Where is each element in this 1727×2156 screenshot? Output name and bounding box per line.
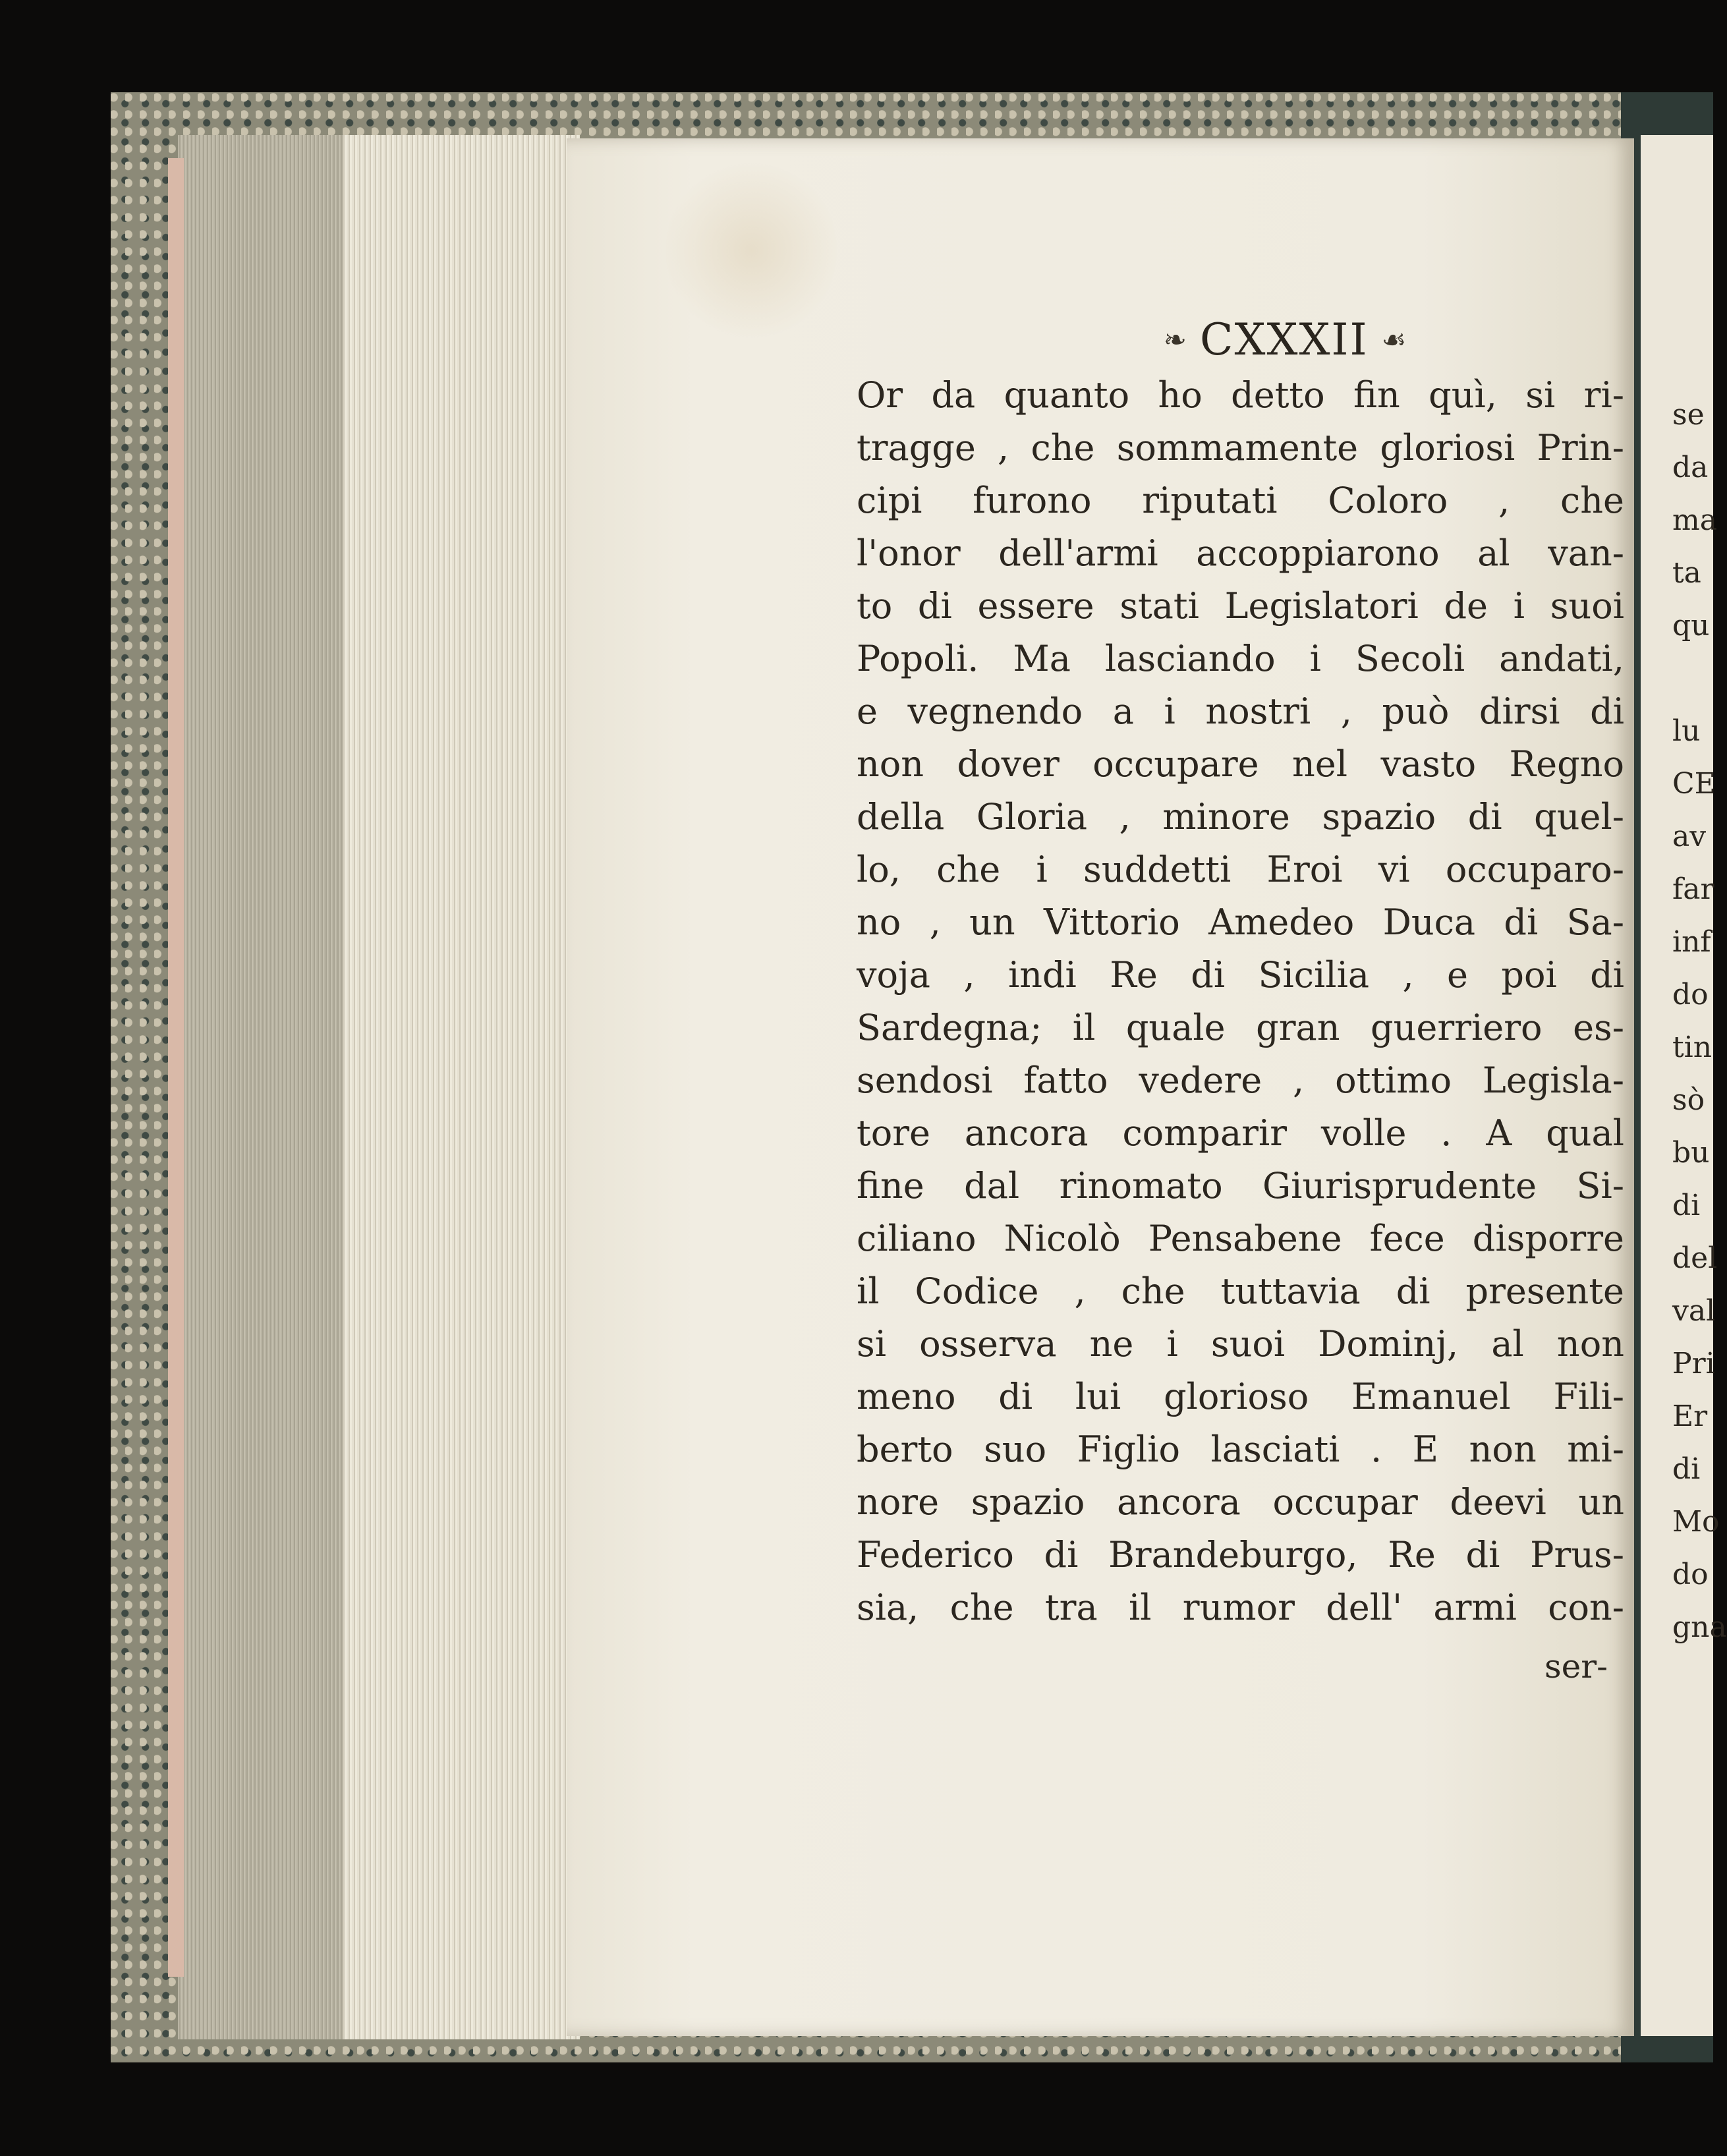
text-line: non dover occupare nel vasto Regno — [857, 743, 1624, 785]
text-line: meno di lui glorioso Emanuel Fili- — [857, 1376, 1624, 1417]
text-line: l'onor dell'armi accoppiarono al van- — [857, 532, 1624, 574]
text-line: e vegnendo a i nostri , può dirsi di — [857, 691, 1624, 732]
facing-line: Pri — [1672, 1347, 1715, 1380]
facing-line: tin — [1672, 1031, 1713, 1064]
facing-line: do — [1672, 1558, 1709, 1591]
endpaper-edge — [168, 158, 184, 1977]
text-line: nore spazio ancora occupar deevi un — [857, 1481, 1624, 1523]
text-line: sendosi fatto vedere , ottimo Legisla- — [857, 1060, 1624, 1101]
text-line: ciliano Nicolò Pensabene fece disporre — [857, 1218, 1624, 1259]
facing-line: del — [1672, 1241, 1718, 1275]
facing-line: ma — [1672, 503, 1717, 537]
text-line: lo, che i suddetti Eroi vi occuparo- — [857, 849, 1624, 890]
facing-line: bu — [1672, 1136, 1710, 1170]
facing-line: Er — [1672, 1400, 1708, 1433]
facing-line — [1672, 652, 1713, 705]
text-line: berto suo Figlio lasciati . E non mi- — [857, 1429, 1624, 1470]
text-line: della Gloria , minore spazio di quel- — [857, 796, 1624, 837]
text-line: Sardegna; il quale gran guerriero es- — [857, 1007, 1624, 1048]
facing-line: gna — [1672, 1610, 1727, 1644]
text-line: fine dal rinomato Giurisprudente Si- — [857, 1165, 1624, 1206]
text-line: to di essere stati Legislatori de i suoi — [857, 585, 1624, 627]
facing-line: av — [1672, 820, 1707, 853]
facing-line: sò — [1672, 1083, 1705, 1117]
left-fleuron-icon: ❧ — [1163, 323, 1187, 356]
text-line: Federico di Brandeburgo, Re di Prus- — [857, 1534, 1624, 1575]
right-fleuron-icon: ☙ — [1381, 323, 1407, 356]
facing-page-text — [1672, 389, 1727, 1644]
page-number: CXXXII — [1199, 314, 1369, 365]
facing-line: di — [1672, 1189, 1701, 1222]
facing-line: da — [1672, 451, 1709, 484]
text-line: cipi furono riputati Coloro , che — [857, 480, 1624, 521]
text-line: voja , indi Re di Sicilia , e poi di — [857, 954, 1624, 996]
foxing-stain — [665, 158, 837, 343]
facing-line: qu — [1672, 609, 1710, 642]
text-line: il Codice , che tuttavia di presente — [857, 1270, 1624, 1312]
text-line: no , un Vittorio Amedeo Duca di Sa- — [857, 901, 1624, 943]
facing-line: se — [1672, 398, 1705, 432]
text-line: Or da quanto ho detto fin quì, si ri- — [857, 374, 1624, 416]
text-line: tore ancora comparir volle . A qual — [857, 1112, 1624, 1154]
facing-line: inf — [1672, 925, 1711, 959]
text-line: Popoli. Ma lasciando i Secoli andati, — [857, 638, 1624, 679]
body-text — [857, 369, 1624, 1687]
facing-line: do — [1672, 978, 1709, 1011]
page-block-shadow — [178, 135, 343, 2039]
facing-line: ta — [1672, 556, 1701, 590]
facing-line: di — [1672, 1452, 1701, 1486]
facing-line: Mo — [1672, 1505, 1720, 1539]
facing-line: far — [1672, 872, 1714, 906]
facing-line: lu — [1672, 714, 1701, 748]
facing-line: CE — [1672, 767, 1716, 801]
facing-line: val — [1672, 1294, 1716, 1328]
text-line: sia, che tra il rumor dell' armi con- — [857, 1587, 1624, 1628]
text-line: tragge , che sommamente gloriosi Prin- — [857, 427, 1624, 468]
text-line: si osserva ne i suoi Dominj, al non — [857, 1323, 1624, 1365]
catchword: ser- — [1544, 1647, 1608, 1686]
running-head — [1054, 310, 1515, 369]
